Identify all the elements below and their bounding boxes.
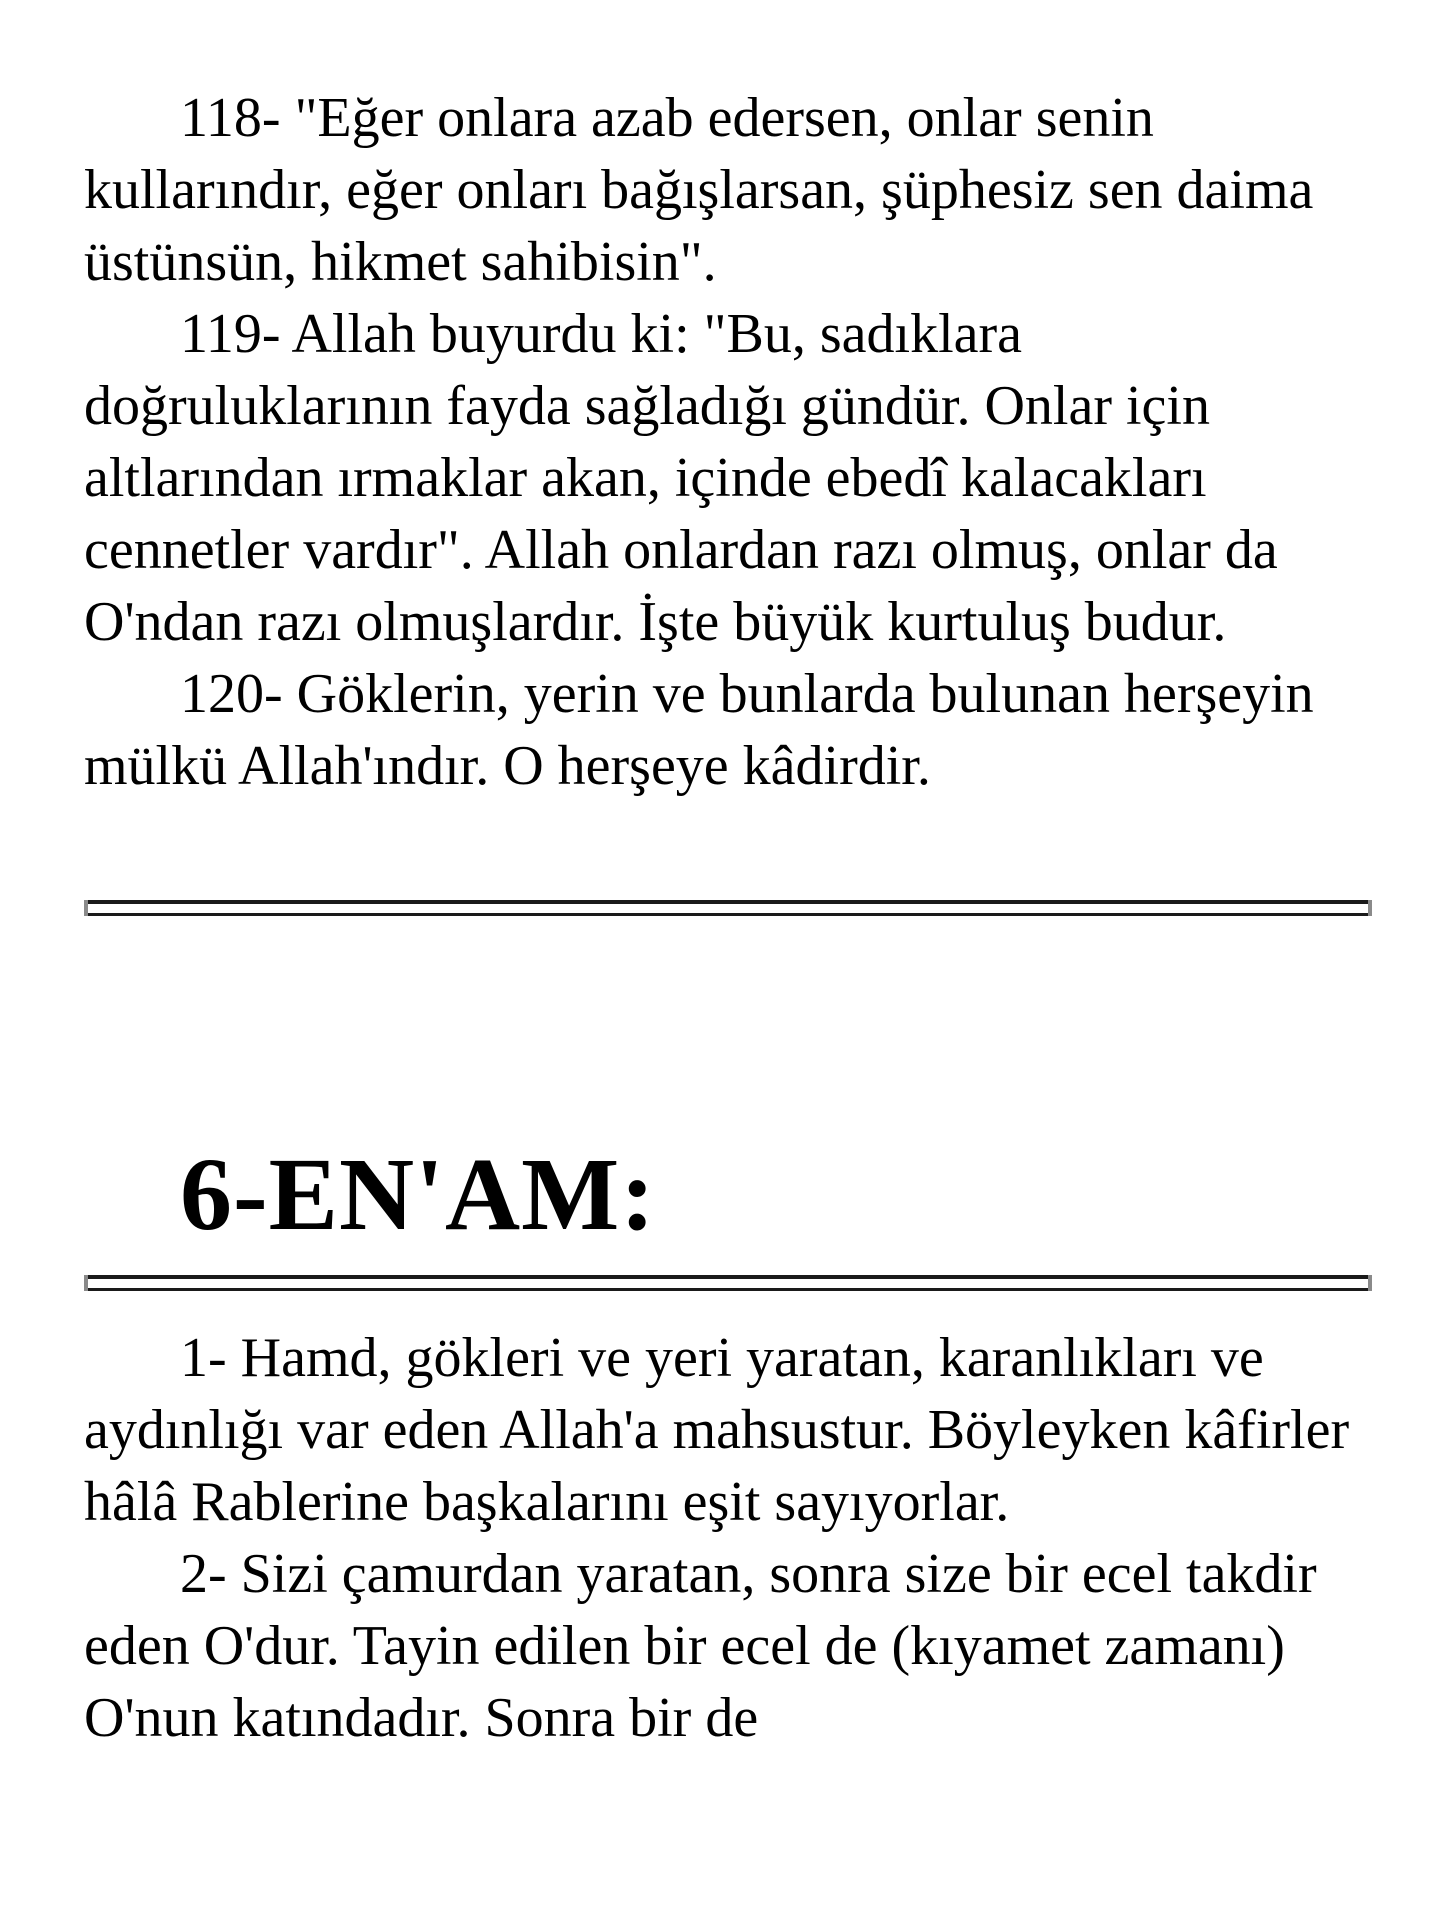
surah-opening-verses [84, 1322, 1384, 1754]
section-divider-top [84, 900, 1372, 916]
verse-118: 118- "Eğer onlara azab edersen, onlar senin kullarındır, eğer onları bağışlarsan, şüphesiz sen daima üstünsün, hikmet sahibisin". [84, 87, 1314, 293]
verse-120: 120- Göklerin, yerin ve bunlarda bulunan herşeyin mülkü Allah'ındır. O herşeye kâdirdir. [84, 663, 1314, 797]
surah-title: 6-EN'AM: [180, 1137, 656, 1252]
verse-2: 2- Sizi çamurdan yaratan, sonra size bir ecel takdir eden O'dur. Tayin edilen bir ecel de (kıyamet zamanı) O'nun katındadır. Sonra bir de [84, 1543, 1317, 1749]
verse-1: 1- Hamd, gökleri ve yeri yaratan, karanlıkları ve aydınlığı var eden Allah'a mahsustur. Böyleyken kâfirler hâlâ Rablerine başkalarını eşit sayıyorlar. [84, 1327, 1350, 1533]
previous-surah-ending [84, 82, 1384, 802]
verse-119: 119- Allah buyurdu ki: "Bu, sadıklara doğruluklarının fayda sağladığı gündür. Onlar için altlarından ırmaklar akan, içinde ebedî kalacakları cennetler vardır". Allah onlardan razı olmuş, onlar da O'ndan razı olmuşlardır. İşte büyük kurtuluş budur. [84, 303, 1278, 653]
section-divider-bottom [84, 1275, 1372, 1291]
